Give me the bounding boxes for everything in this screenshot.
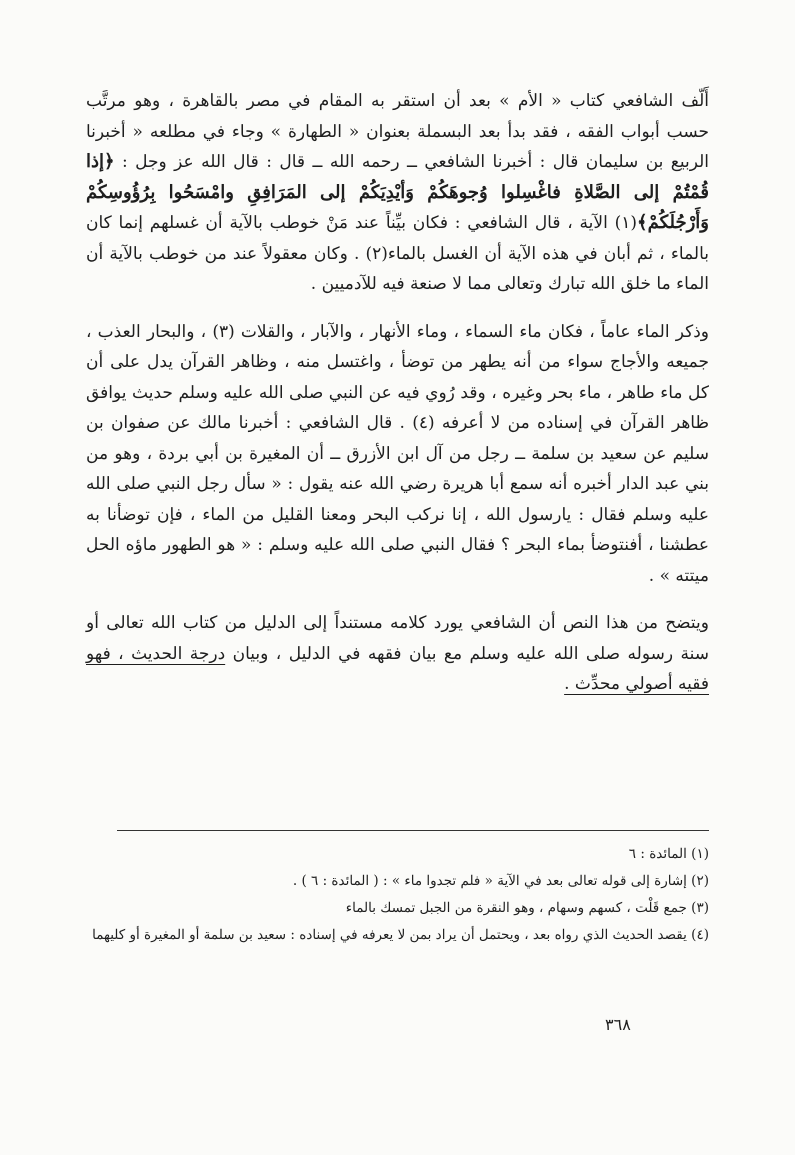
footnote-3: (٣) جمع قَلْت ، كسهم وسهام ، وهو النقرة من الجبل تمسك بالماء: [345, 900, 709, 916]
page-number: ٣٦٨: [605, 1015, 631, 1034]
footnote-1: (١) المائدة : ٦: [628, 846, 709, 862]
paragraph-3-text: ويتضح من هذا النص أن الشافعي يورد كلامه مستنداً إلى الدليل من كتاب الله تعالى أو سنة رسوله صلى الله عليه وسلم مع بيان فقهه في الدليل ، وبيان: [86, 613, 709, 664]
paragraph-1-continuation: (١) الآية ، قال الشافعي : فكان بيِّناً عند مَنْ خوطب بالآية أن غسلهم إنما كان بالماء ، ثم أبان في هذه الآية أن الغسل بالماء(٢) . وكان معقولاً عند من خوطب بالآية أن الماء ما خلق الله تبارك وتعالى مما لا صنعة فيه للآدميين .: [86, 213, 709, 294]
paragraph-1: [86, 86, 709, 300]
footnotes: [86, 842, 709, 950]
footnote-2: (٢) إشارة إلى قوله تعالى بعد في الآية « فلم تجدوا ماء » : ( المائدة : ٦ ) .: [292, 873, 709, 889]
main-text: [86, 86, 709, 700]
footnote-separator: [117, 830, 709, 831]
footnote-4: (٤) يقصد الحديث الذي رواه بعد ، ويحتمل أن يراد بمن لا يعرفه في إسناده : سعيد بن سلمة أو المغيرة أو كليهما: [92, 927, 709, 943]
paragraph-2: وذكر الماء عاماً ، فكان ماء السماء ، وماء الأنهار ، والآبار ، والقلات (٣) ، والبحار العذب ، جميعه والأجاج سواء من أنه يطهر من توضأ ، واغتسل منه ، وظاهر القرآن يدل على أن كل ماء طاهر ، ماء بحر وغيره ، وقد رُوي فيه عن النبي صلى الله عليه وسلم حديث يوافق ظاهر القرآن في إسناده من لا أعرفه (٤) . قال الشافعي : أخبرنا مالك عن صفوان بن سليم عن سعيد بن سلمة ــ رجل من آل ابن الأزرق ــ أن المغيرة بن أبي بردة ، وهو من بني عبد الدار أخبره أنه سمع أبا هريرة رضي الله عنه يقول : « سأل رجل النبي صلى الله عليه وسلم فقال : يارسول الله ، إنا نركب البحر ومعنا القليل من الماء ، فإن توضأنا به عطشنا ، أفنتوضأ بماء البحر ؟ فقال النبي صلى الله عليه وسلم : « هو الطهور ماؤه الحل ميتته » .: [86, 321, 709, 586]
paragraph-1-intro: أَلّف الشافعي كتاب « الأم » بعد أن استقر به المقام في مصر بالقاهرة ، وهو مرتَّب حسب أبواب الفقه ، فقد بدأ بعد البسملة بعنوان « الطهارة » وجاء في مطلعه « أخبرنا الربيع بن سليمان قال : أخبرنا الشافعي ــ رحمه الله ــ قال : قال الله عز وجل :: [86, 91, 709, 172]
quran-verse: ﴿إذا قُمْتُمْ إلى الصَّلاةِ فاغْسِلوا وُجوهَكُمْ وَأيْدِيَكُمْ إلى المَرَافِقِ وامْسَحُوا بِرُؤُوسِكُمْ وَأَرْجُلَكُمْ﴾: [86, 151, 709, 233]
paragraph-3-underlined: درجة الحديث ، فهو فقيه أصولي محدِّث .: [86, 643, 709, 694]
paragraph-3: [86, 608, 709, 700]
